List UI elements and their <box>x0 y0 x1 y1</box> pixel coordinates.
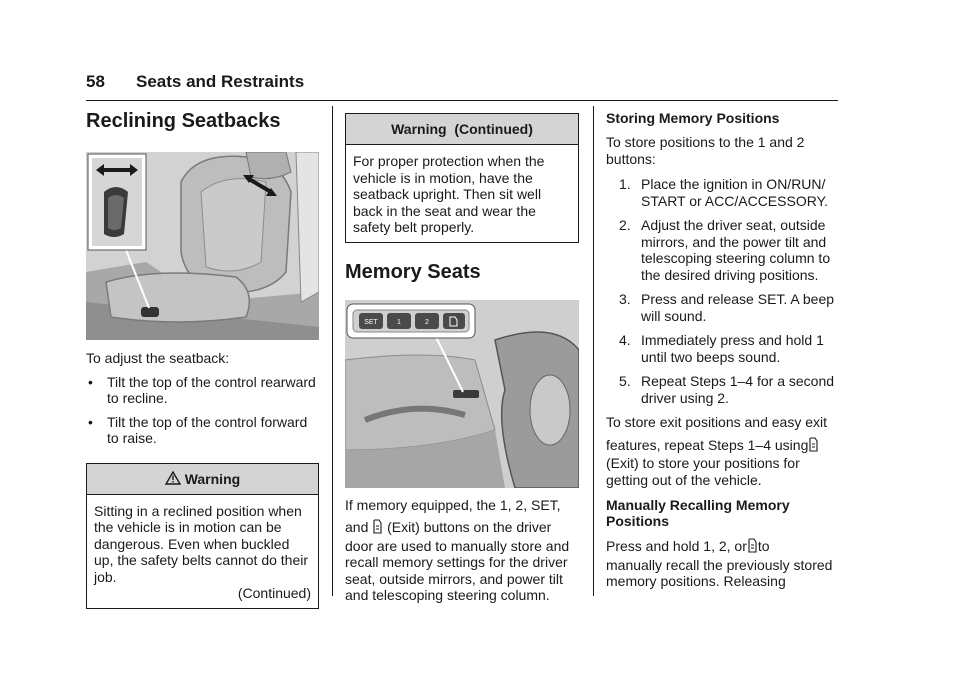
exit-seat-icon <box>748 538 757 553</box>
page-header <box>86 72 838 101</box>
door-panel-illustration <box>345 300 579 488</box>
list-item <box>606 373 840 406</box>
bullet-text: Tilt the top of the control rearward to recline. <box>107 373 316 406</box>
button-2-label: 2 <box>425 318 429 326</box>
bullet-item <box>86 374 319 407</box>
exit-seat-icon <box>373 519 382 534</box>
reclining-seatbacks-heading: Reclining Seatbacks <box>86 110 281 132</box>
step-number: 4. <box>619 332 631 348</box>
column-divider <box>593 106 594 596</box>
memory-intro-rest: door are used to manually store and recall memory settings for the driver seat, outside mirrors, and power tilt and telescoping steering column. <box>345 537 570 603</box>
list-item <box>606 176 840 209</box>
recall-line1-end: to <box>757 538 770 554</box>
warning-box-continued <box>345 113 579 243</box>
bullet-text: Tilt the top of the control forward to raise. <box>107 413 308 446</box>
exit-line2-text: features, repeat Steps 1–4 using <box>606 436 809 453</box>
column-2 <box>345 106 579 604</box>
warning-title: Warning <box>184 470 241 487</box>
list-item <box>606 332 840 365</box>
adjust-intro: To adjust the seatback: <box>86 350 230 366</box>
recall-heading: Manually Recalling Memory Positions <box>606 497 790 529</box>
step-number: 3. <box>619 291 631 307</box>
step-number: 1. <box>619 176 631 192</box>
step-number: 2. <box>619 217 631 233</box>
button-1-label: 1 <box>397 318 401 326</box>
storing-heading: Storing Memory Positions <box>606 110 780 126</box>
exit-rest: (Exit) to store your positions for getting out of the vehicle. <box>606 455 800 488</box>
exit-seat-icon <box>809 437 818 452</box>
memory-intro-and: and <box>345 519 369 535</box>
column-divider <box>332 106 333 596</box>
warning-text: Sitting in a reclined position when the vehicle is in motion can be dangerous. Even when buckled up, the safety belts cannot do their job. <box>94 502 309 585</box>
bullet-item <box>86 414 319 447</box>
step-text: Press and release SET. A beep will sound. <box>641 291 835 324</box>
bullet-dot: • <box>88 413 93 430</box>
memory-intro-text: If memory equipped, the 1, 2, SET, <box>345 496 561 513</box>
warning-box <box>86 463 319 609</box>
warning-header <box>87 464 318 495</box>
column-1 <box>86 106 319 609</box>
seatback-illustration <box>86 152 319 340</box>
memory-seats-figure <box>345 300 579 488</box>
storing-intro: To store positions to the 1 and 2 buttons: <box>606 134 805 167</box>
step-text: Place the ignition in ON/RUN/ START or ACC/ACCESSORY. <box>641 176 828 209</box>
warning-continued-body: For proper protection when the vehicle is in motion, have the seatback upright. Then sit well back in the seat and wear the safety belt properly. <box>353 153 545 235</box>
bullet-dot: • <box>88 373 93 390</box>
warning-body <box>87 495 318 608</box>
list-item <box>606 291 840 324</box>
continued-label: (Continued) <box>237 585 311 601</box>
page-number: 58 <box>86 72 105 91</box>
recall-line1-text: Press and hold 1, 2, or <box>606 538 747 554</box>
warning-continued-header: Warning (Continued) <box>346 114 578 145</box>
column-3 <box>606 106 840 590</box>
section-title: Seats and Restraints <box>136 72 305 91</box>
exit-line2 <box>606 437 840 454</box>
recall-rest: manually recall the previously stored memory positions. Releasing <box>606 556 833 589</box>
set-button-label: SET <box>364 318 378 326</box>
step-text: Immediately press and hold 1 until two beeps sound. <box>641 332 824 365</box>
step-number: 5. <box>619 373 631 389</box>
memory-intro-line <box>345 497 579 514</box>
memory-intro-after-icon: (Exit) buttons on the driver <box>387 519 552 535</box>
seatback-figure <box>86 152 319 340</box>
warning-triangle-icon <box>165 471 181 485</box>
step-text: Adjust the driver seat, outside mirrors, and the power tilt and telescoping steering column to the desired driving positions. <box>641 217 831 283</box>
recall-line1 <box>606 538 840 555</box>
list-item <box>606 217 840 283</box>
step-text: Repeat Steps 1–4 for a second driver using 2. <box>641 373 835 406</box>
memory-intro-line2 <box>345 519 579 536</box>
memory-seats-heading: Memory Seats <box>345 260 481 283</box>
exit-line1: To store exit positions and easy exit <box>606 414 828 430</box>
steps-list <box>606 176 840 406</box>
